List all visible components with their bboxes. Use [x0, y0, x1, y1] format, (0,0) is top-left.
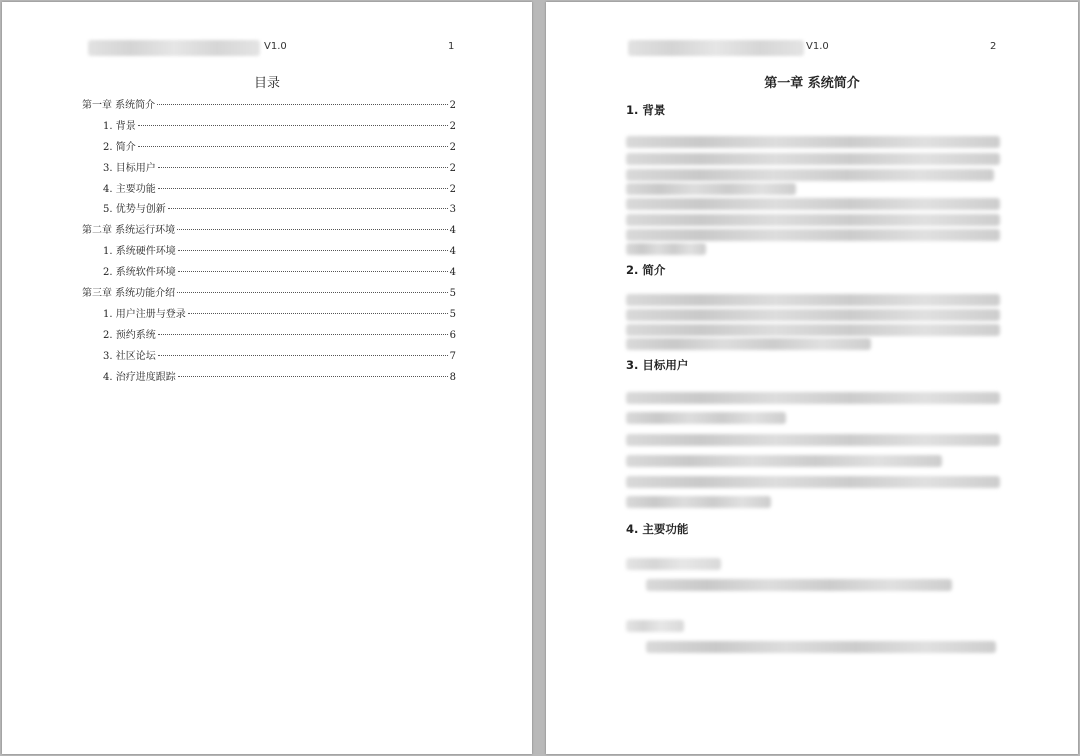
toc-title: 目录: [253, 76, 280, 91]
blurred-text-line: [626, 229, 1000, 241]
toc-entry-page: 2: [449, 162, 456, 174]
toc-entry-text: 2. 系统软件环境: [103, 267, 176, 279]
blurred-text-line: [626, 294, 1000, 306]
toc-leader-dots: [177, 229, 447, 230]
toc-entry-page: 4: [449, 246, 456, 258]
blurred-text-line: [626, 412, 786, 424]
blurred-text-line: [626, 324, 1000, 336]
toc-entry-text: 4. 治疗进度跟踪: [103, 371, 176, 383]
blurred-text-line: [626, 434, 1000, 446]
toc-entry-text: 第二章 系统运行环境: [82, 225, 176, 237]
blurred-text-line: [626, 558, 721, 570]
toc-entry[interactable]: [82, 117, 456, 138]
toc-leader-dots: [188, 313, 448, 314]
blurred-text-line: [646, 641, 996, 653]
toc-entry-page: 4: [449, 267, 456, 279]
toc-entry-page: 6: [449, 329, 456, 341]
toc-entry-page: 5: [449, 308, 456, 320]
toc-entry[interactable]: [82, 221, 456, 242]
header-page-number: 2: [990, 41, 997, 52]
blurred-text-line: [626, 338, 871, 350]
toc-entry-text: 第三章 系统功能介绍: [82, 288, 176, 300]
toc-entry-page: 7: [449, 350, 456, 362]
document-page-2: [546, 2, 1078, 754]
toc-entry-text: 1. 系统硬件环境: [103, 246, 176, 258]
toc-entry[interactable]: [82, 200, 456, 221]
toc-entry-page: 4: [449, 225, 456, 237]
blurred-text-line: [626, 214, 1000, 226]
toc-entry-page: 2: [449, 120, 456, 132]
toc-entry[interactable]: [82, 347, 456, 368]
toc-entry-text: 1. 用户注册与登录: [103, 308, 186, 320]
toc-leader-dots: [177, 292, 447, 293]
blurred-text-line: [626, 243, 706, 255]
toc-leader-dots: [158, 188, 448, 189]
blurred-text-line: [626, 169, 994, 181]
toc-leader-dots: [158, 355, 448, 356]
toc-entry-text: 1. 背景: [103, 120, 136, 132]
toc-entry[interactable]: [82, 96, 456, 117]
toc-entry-text: 第一章 系统简介: [82, 100, 156, 111]
toc-entry[interactable]: [82, 263, 456, 284]
toc-entry-page: 5: [449, 288, 456, 300]
toc-entry[interactable]: [82, 242, 456, 263]
chapter-title: 第一章 系统简介: [764, 76, 860, 91]
toc-entry[interactable]: [82, 305, 456, 326]
blurred-text-line: [626, 392, 1000, 404]
section-heading: 3. 目标用户: [626, 358, 689, 372]
toc-leader-dots: [178, 376, 448, 377]
toc-leader-dots: [157, 104, 447, 105]
blurred-header-title: [628, 40, 804, 56]
section-heading: 4. 主要功能: [626, 522, 689, 536]
header-version: V1.0: [264, 41, 287, 52]
toc-leader-dots: [138, 125, 448, 126]
blurred-text-line: [626, 455, 942, 467]
blurred-text-line: [626, 496, 771, 508]
blurred-text-line: [646, 579, 952, 591]
blurred-text-line: [626, 309, 1000, 321]
section-heading: 2. 简介: [626, 263, 666, 277]
toc-entry-page: 2: [449, 141, 456, 153]
toc-entry[interactable]: [82, 326, 456, 347]
toc-entry-text: 2. 简介: [103, 141, 136, 153]
table-of-contents: [82, 96, 456, 388]
blurred-text-line: [626, 198, 1000, 210]
toc-entry[interactable]: [82, 368, 456, 389]
toc-entry-text: 3. 目标用户: [103, 162, 156, 174]
toc-entry[interactable]: [82, 138, 456, 159]
blurred-text-line: [626, 153, 1000, 165]
toc-entry-text: 5. 优势与创新: [103, 204, 166, 216]
blurred-text-line: [626, 620, 684, 632]
section-heading: 1. 背景: [626, 103, 666, 117]
toc-entry[interactable]: [82, 180, 456, 201]
toc-entry-text: 3. 社区论坛: [103, 350, 156, 362]
header-page-number: 1: [448, 41, 455, 52]
toc-entry-page: 2: [449, 100, 456, 111]
toc-leader-dots: [158, 167, 448, 168]
toc-entry-page: 2: [449, 183, 456, 195]
blurred-header-title: [88, 40, 260, 56]
blurred-text-line: [626, 183, 796, 195]
toc-entry-page: 3: [449, 204, 456, 216]
document-page-1: [2, 2, 532, 754]
blurred-text-line: [626, 476, 1000, 488]
blurred-text-line: [626, 136, 1000, 148]
toc-leader-dots: [138, 146, 448, 147]
toc-entry[interactable]: [82, 284, 456, 305]
toc-entry-text: 2. 预约系统: [103, 329, 156, 341]
toc-leader-dots: [168, 208, 448, 209]
toc-entry-text: 4. 主要功能: [103, 183, 156, 195]
toc-leader-dots: [158, 334, 448, 335]
toc-entry-page: 8: [449, 371, 456, 383]
toc-leader-dots: [178, 250, 448, 251]
header-version: V1.0: [806, 41, 829, 52]
toc-leader-dots: [178, 271, 448, 272]
toc-entry[interactable]: [82, 159, 456, 180]
